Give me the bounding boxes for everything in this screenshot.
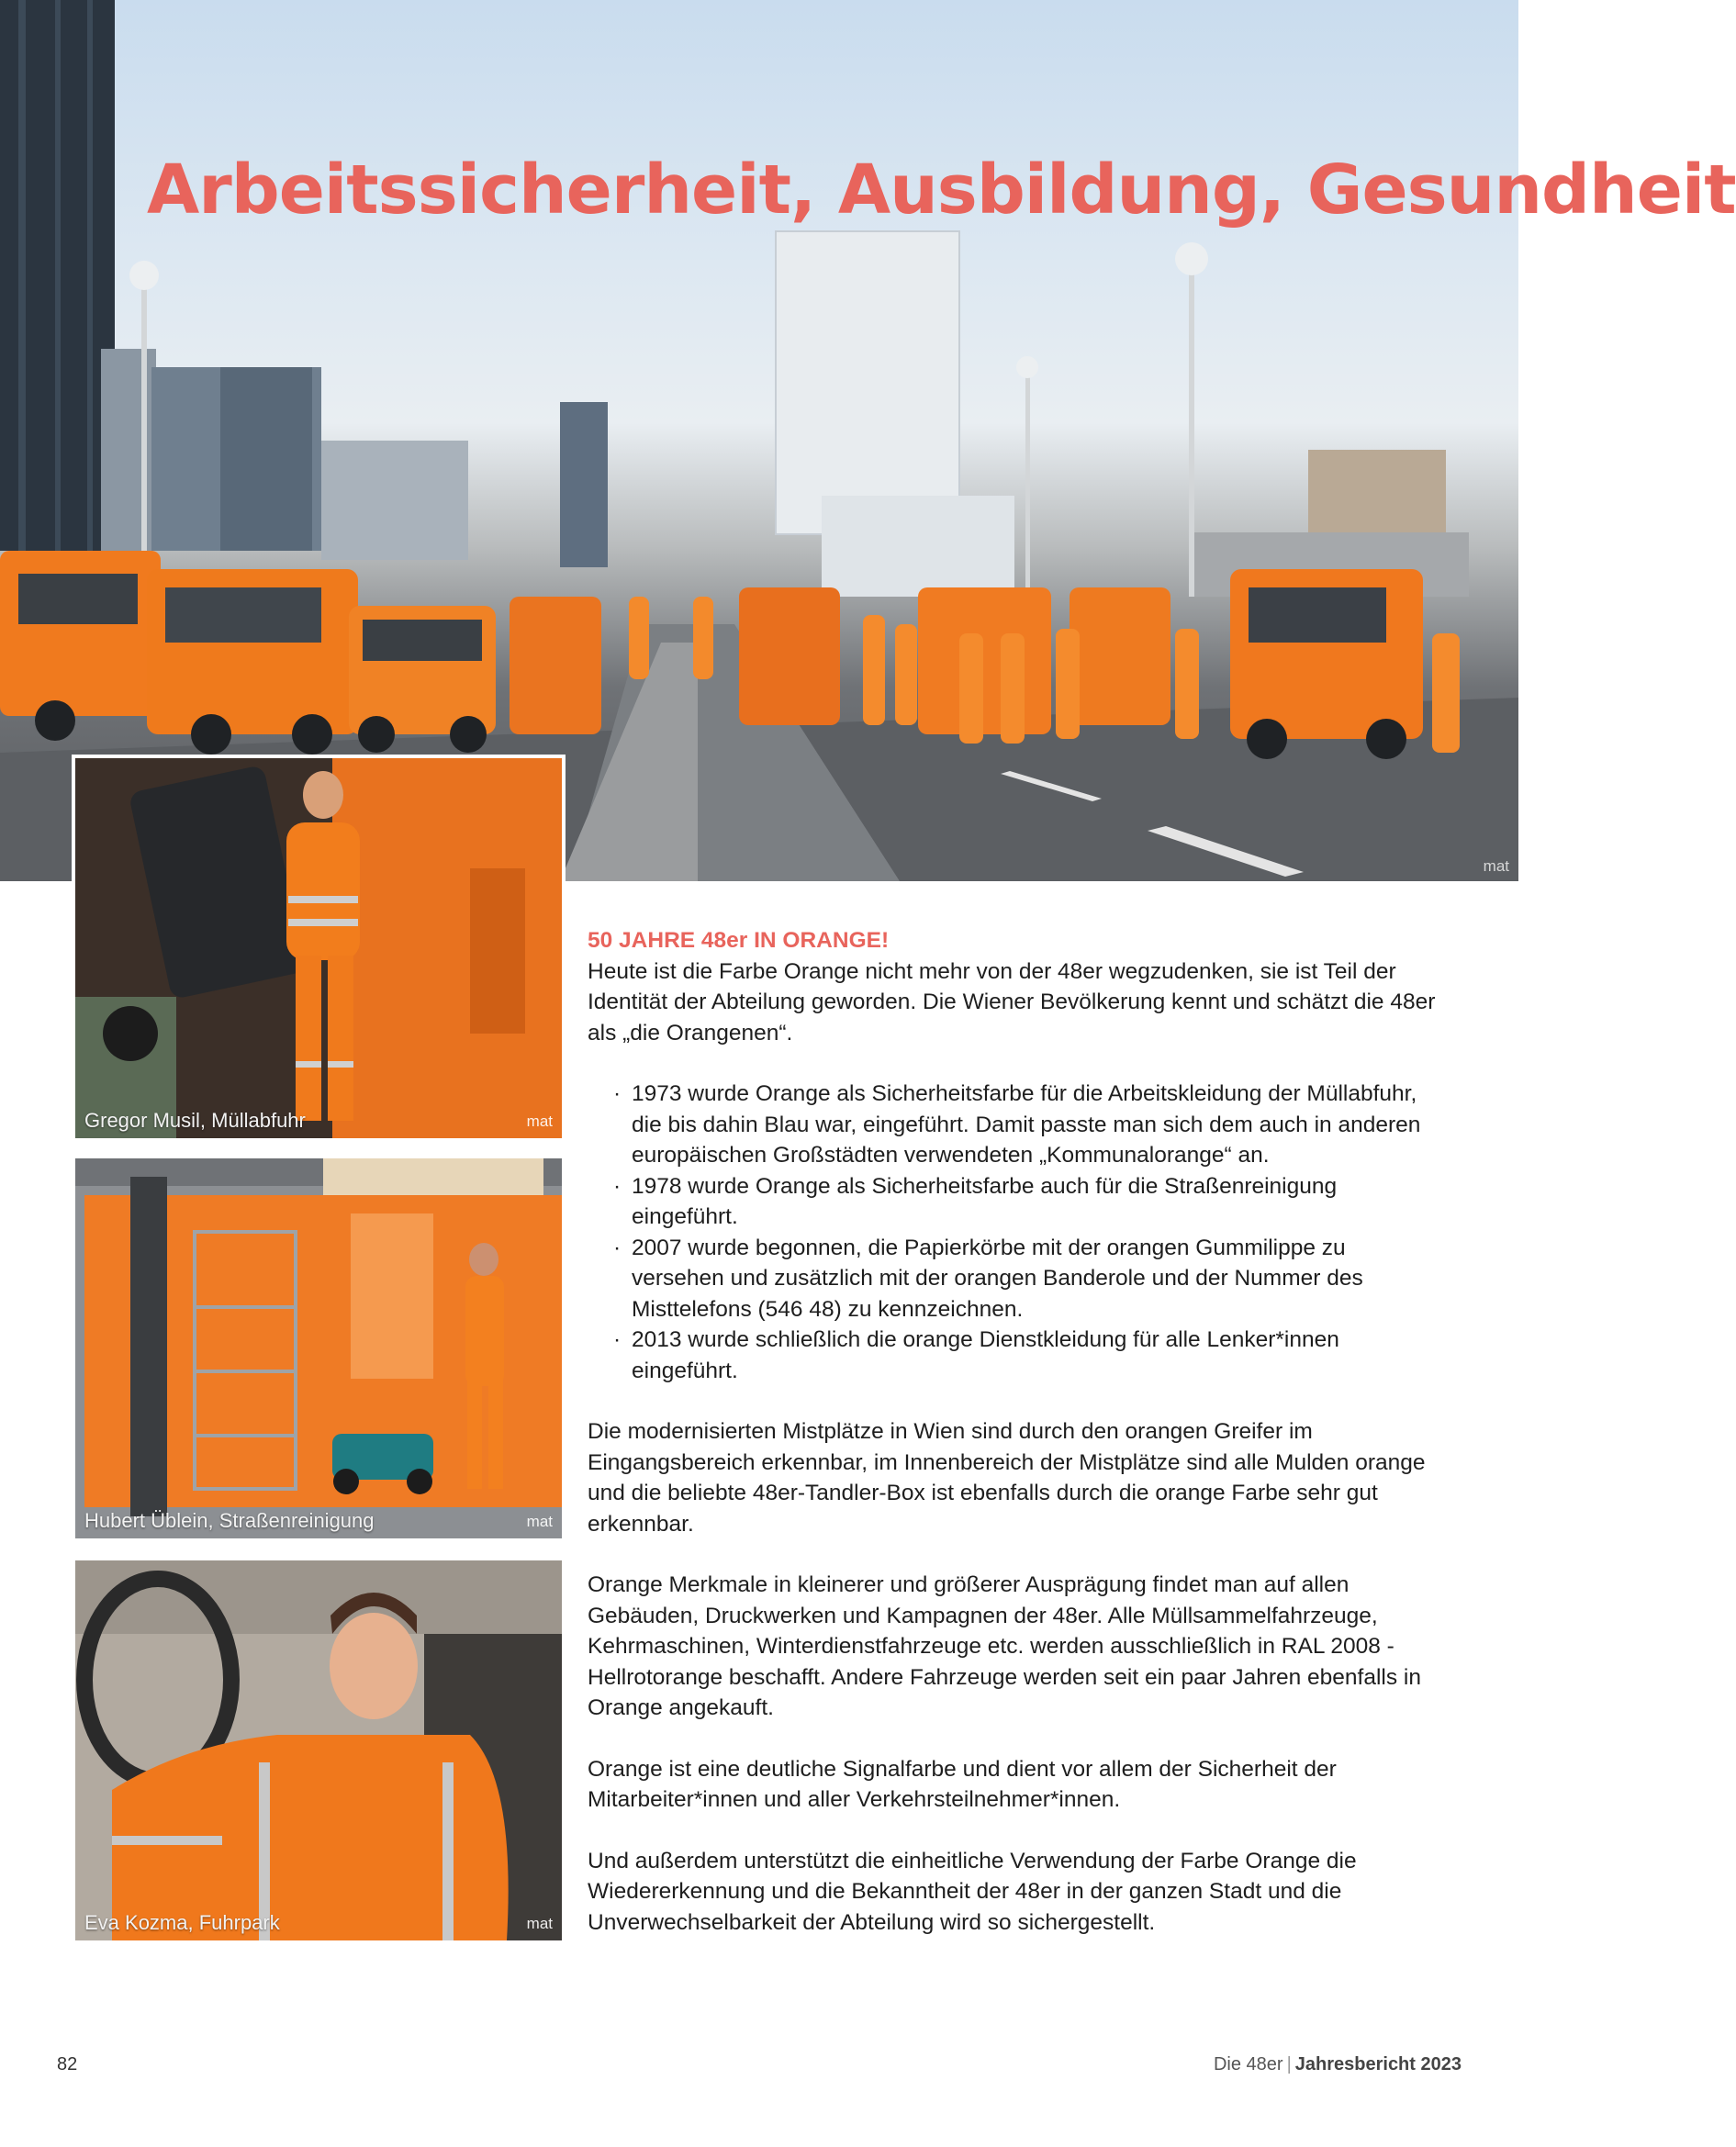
- photo-credit: mat: [526, 1513, 553, 1530]
- photo-illustration: [75, 1158, 562, 1538]
- paragraph-safety: Orange ist eine deutliche Signalfarbe und dient vor allem der Sicherheit der Mitarbeiter*innen und aller Verkehrsteilnehmer*innen.: [588, 1756, 1337, 1812]
- bullet-icon: ·: [613, 1173, 622, 1199]
- photo-caption: Hubert Üblein, Straßenreinigung: [84, 1509, 375, 1532]
- hero-photo-illustration: [0, 0, 1518, 881]
- report-title: Jahresbericht 2023: [1294, 2054, 1462, 2074]
- footer-separator: |: [1286, 2054, 1292, 2074]
- paragraph-vehicles: Orange Merkmale in kleinerer und größerer Ausprägung findet man auf allen Gebäuden, Druckwerken und Kampagnen der 48er. Alle Müllsammelfahrzeuge, Kehrmaschinen, Winterdienstfahrzeuge etc. werden ausschließlich in RAL 2008 - Hellrotorange beschafft. Andere Fahrzeuge werden seit ein paar Jahren ebenfalls in Orange angekauft.: [588, 1572, 1421, 1720]
- list-item: [613, 1079, 1441, 1171]
- history-list: [588, 1079, 1441, 1386]
- list-item-text: 1973 wurde Orange als Sicherheitsfarbe für die Arbeitskleidung der Müllabfuhr, die bis dahin Blau war, eingeführt. Damit passte man sich dem auch in anderen europäischen Großstädten verwendeten „Kommunalorange“ an.: [632, 1081, 1421, 1168]
- article-body: [588, 925, 1441, 1968]
- paragraph-recognition: Und außerdem unterstützt die einheitliche Verwendung der Farbe Orange die Wiedererkennung und die Bekanntheit der 48er in der ganzen Stadt und die Unverwechselbarkeit der Abteilung wird so sichergestellt.: [588, 1848, 1357, 1935]
- photo-caption: Eva Kozma, Fuhrpark: [84, 1911, 280, 1934]
- list-item: [613, 1233, 1441, 1325]
- photo-illustration: [75, 1560, 562, 1940]
- photo-fleet: [72, 1557, 566, 1944]
- paragraph-recycling-centers: Die modernisierten Mistplätze in Wien sind durch den orangen Greifer im Eingangsbereich erkennbar, im Innenbereich der Mistplätze sind alle Mulden orange und die beliebte 48er-Tandler-Box ist ebenfalls durch die orange Farbe sehr gut erkennbar.: [588, 1419, 1426, 1537]
- bullet-icon: ·: [613, 1327, 622, 1352]
- bullet-icon: ·: [613, 1081, 622, 1106]
- photo-credit: mat: [526, 1113, 553, 1130]
- list-item-text: 2007 wurde begonnen, die Papierkörbe mit der orangen Gummilippe zu versehen und zusätzlich mit der orangen Banderole und der Nummer des Misttelefons (546 48) zu kennzeichnen.: [632, 1235, 1363, 1322]
- page-number: 82: [57, 2054, 78, 2074]
- photo-credit: mat: [526, 1915, 553, 1932]
- list-item: [613, 1171, 1441, 1233]
- page-title: Arbeitssicherheit, Ausbildung, Gesundheit: [147, 151, 1736, 229]
- list-item-text: 1978 wurde Orange als Sicherheitsfarbe auch für die Straßenreinigung eingeführt.: [632, 1173, 1338, 1229]
- photo-illustration: [75, 758, 562, 1138]
- footer-publication: [1214, 2054, 1462, 2075]
- hero-photo: [0, 0, 1736, 881]
- intro-paragraph: Heute ist die Farbe Orange nicht mehr von der 48er wegzudenken, sie ist Teil der Identität der Abteilung geworden. Die Wiener Bevölkerung kennt und schätzt die 48er als „die Orangenen“.: [588, 958, 1436, 1046]
- photo-caption: Gregor Musil, Müllabfuhr: [84, 1109, 306, 1132]
- bullet-icon: ·: [613, 1235, 622, 1260]
- article-heading: 50 JAHRE 48er IN ORANGE!: [588, 928, 890, 953]
- publication-name: Die 48er: [1213, 2054, 1283, 2074]
- photo-credit: mat: [1483, 857, 1509, 875]
- list-item: [613, 1325, 1441, 1386]
- list-item-text: 2013 wurde schließlich die orange Dienstkleidung für alle Lenker*innen eingeführt.: [632, 1327, 1339, 1383]
- photo-street-cleaning: [72, 1155, 566, 1542]
- photo-waste-collection: [72, 755, 566, 1142]
